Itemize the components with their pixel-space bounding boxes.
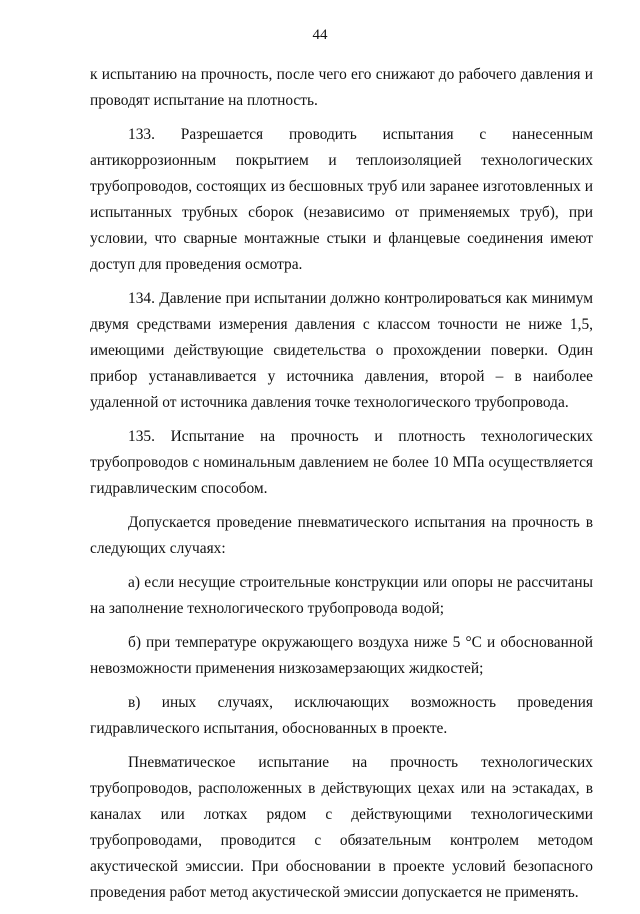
paragraph-continuation: к испытанию на прочность, после чего его снижают до рабочего давления и проводят испытание на плотность. bbox=[90, 66, 593, 109]
page-number: 44 bbox=[312, 27, 328, 43]
document-body bbox=[90, 62, 593, 914]
paragraph-case-a: а) если несущие строительные конструкции или опоры не рассчитаны на заполнение технологического трубопровода водой; bbox=[90, 574, 593, 617]
paragraph-pneumatic-allowed: Допускается проведение пневматического испытания на прочность в следующих случаях: bbox=[90, 514, 593, 557]
paragraph-135: 135. Испытание на прочность и плотность технологических трубопроводов с номинальным давлением не более 10 МПа осуществляется гидравлическим способом. bbox=[90, 428, 593, 497]
paragraph-134: 134. Давление при испытании должно контролироваться как минимум двумя средствами измерения давления с классом точности не ниже 1,5, имеющими действующие свидетельства о прохождении поверки. Один прибор устанавливается у источника давления, второй – в наиболее удаленной от источника давления точке технологического трубопровода. bbox=[90, 290, 593, 411]
paragraph-case-c: в) иных случаях, исключающих возможность проведения гидравлического испытания, обоснованных в проекте. bbox=[90, 694, 593, 737]
paragraph-case-b: б) при температуре окружающего воздуха ниже 5 °С и обоснованной невозможности применения низкозамерзающих жидкостей; bbox=[90, 634, 593, 677]
paragraph-pneumatic-test: Пневматическое испытание на прочность технологических трубопроводов, расположенных в действующих цехах или на эстакадах, в каналах или лотках рядом с действующими технологическими трубопроводами, проводится с обязательным контролем методом акустической эмиссии. При обосновании в проекте условий безопасного проведения работ метод акустической эмиссии допускается не применять. bbox=[90, 754, 593, 901]
paragraph-133: 133. Разрешается проводить испытания с нанесенным антикоррозионным покрытием и теплоизоляцией технологических трубопроводов, состоящих из бесшовных труб или заранее изготовленных и испытанных трубных сборок (независимо от применяемых труб), при условии, что сварные монтажные стыки и фланцевые соединения имеют доступ для проведения осмотра. bbox=[90, 126, 593, 273]
